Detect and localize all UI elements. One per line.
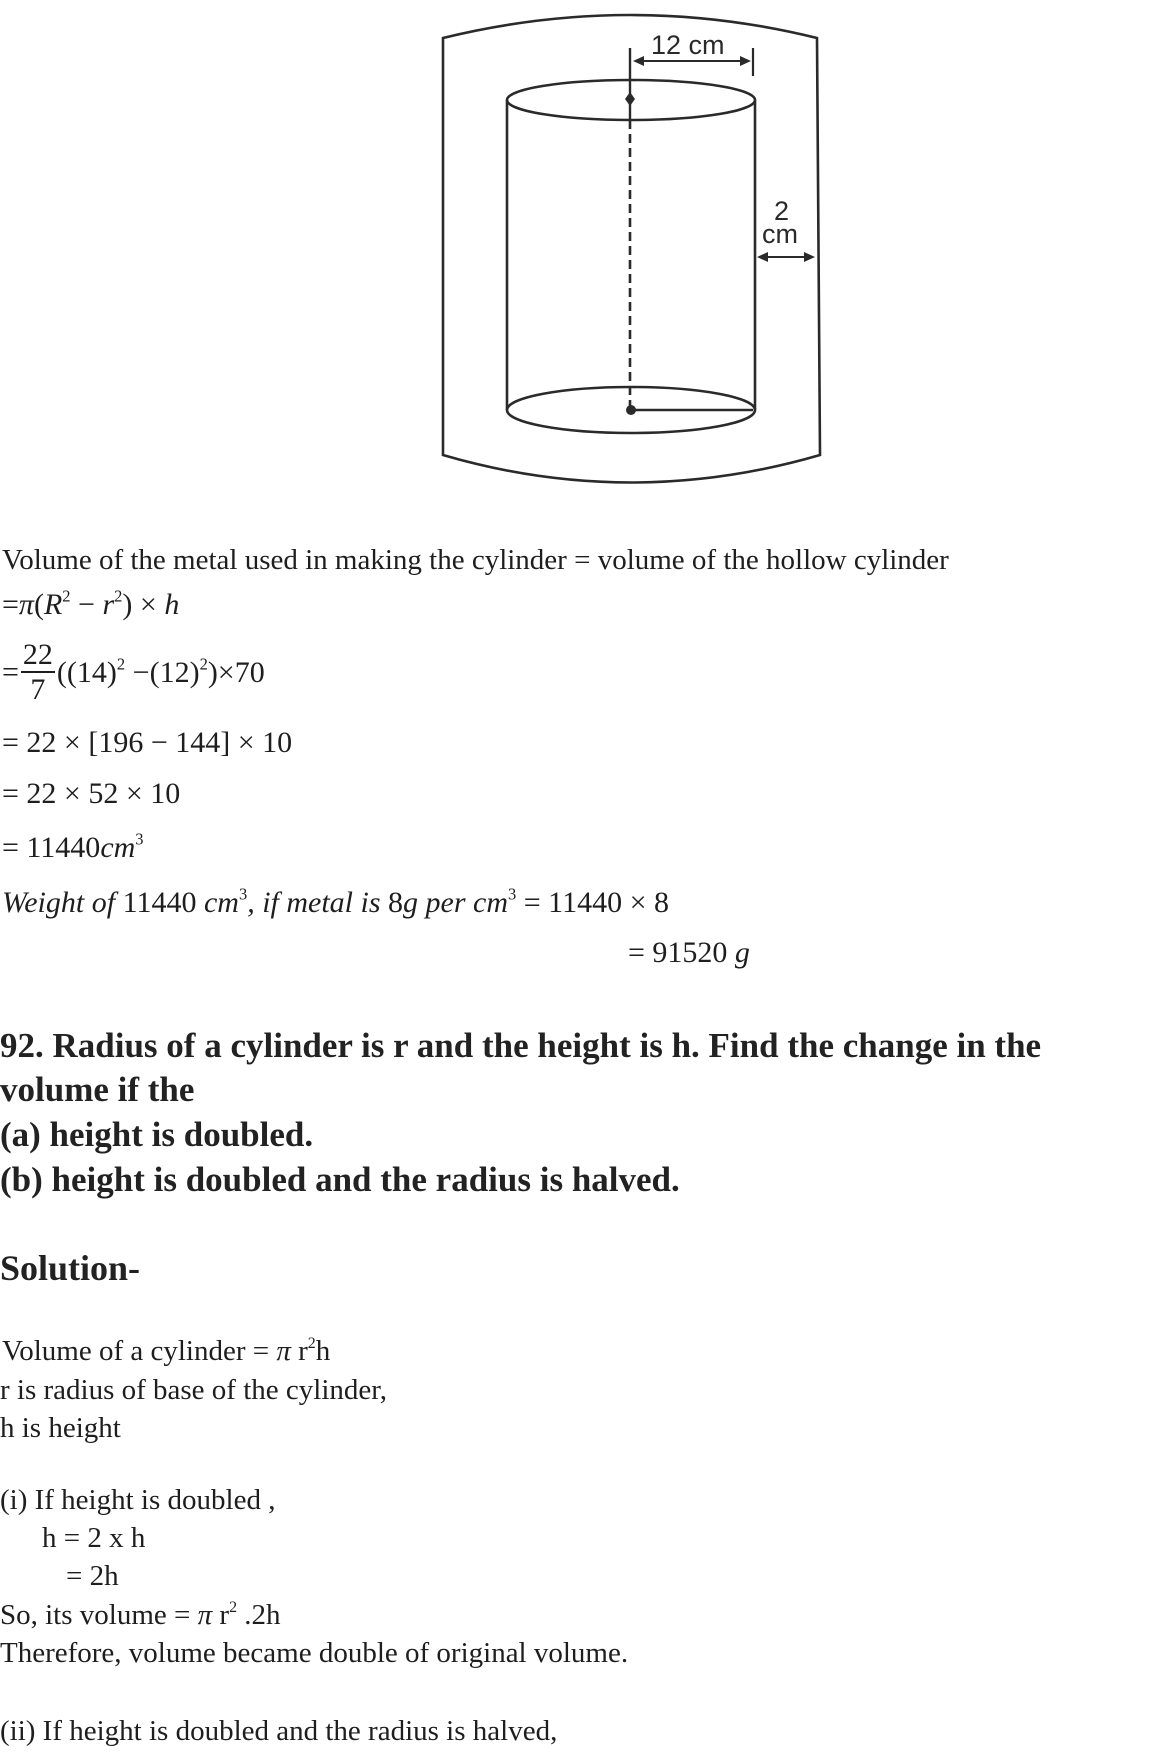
paren-close: ) — [122, 588, 133, 621]
case-1-step-2: = 2h — [66, 1560, 119, 1592]
exponent: 3 — [238, 884, 248, 904]
height-term: .2h — [237, 1599, 281, 1631]
density-value: 8 — [388, 886, 404, 919]
pi-symbol: π — [18, 588, 34, 621]
exponent: 3 — [135, 829, 144, 849]
case-2-title: (ii) If height is doubled and the radius is halved, — [0, 1715, 558, 1747]
calc-step-2: = 22 × [196 − 144] × 10 — [2, 726, 293, 759]
times: × — [132, 588, 165, 621]
exponent: 2 — [62, 586, 71, 606]
formula-label: Volume of a cylinder = — [2, 1335, 277, 1367]
height-var: h — [315, 1335, 331, 1367]
pi-symbol: π — [197, 1599, 213, 1631]
exponent: 2 — [307, 1335, 316, 1353]
unit: cm — [100, 831, 136, 864]
exponent: 2 — [116, 654, 126, 674]
density-unit: g per cm — [403, 886, 509, 919]
term-12: −(12) — [125, 655, 200, 689]
height-var: h — [164, 588, 180, 621]
case-1-volume — [0, 1601, 281, 1630]
inner-radius-var: r — [102, 588, 115, 621]
weight-text: Weight of — [2, 886, 123, 919]
paren-open: ( — [33, 588, 44, 621]
exponent: 2 — [114, 586, 123, 606]
weight-product: = 11440 × 8 — [516, 886, 669, 919]
term-70: )×70 — [207, 655, 265, 689]
denominator: 7 — [30, 673, 46, 706]
volume-value: = 11440 — [2, 831, 101, 864]
term-14: ((14) — [56, 655, 117, 689]
calc-step-3: = 22 × 52 × 10 — [2, 777, 181, 810]
metal-volume-intro: Volume of the metal used in making the cylinder = volume of the hollow cylinder — [2, 544, 949, 576]
hollow-cylinder-formula — [2, 586, 180, 621]
question-92-part-b: (b) height is doubled and the radius is halved. — [0, 1160, 680, 1199]
height-definition: h is height — [0, 1412, 121, 1444]
cylinder-volume-formula — [2, 1337, 330, 1366]
question-92-line1: 92. Radius of a cylinder is r and the height is h. Find the change in the — [0, 1026, 1042, 1065]
radius-label: 12 cm — [651, 30, 725, 60]
question-92-part-a: (a) height is doubled. — [0, 1115, 314, 1154]
unit: g — [734, 936, 750, 969]
fraction-22-over-7 — [21, 640, 55, 705]
numerator: 22 — [22, 638, 53, 671]
radius-var: r — [212, 1599, 230, 1631]
exponent: 3 — [508, 884, 517, 904]
minus: − — [70, 588, 103, 621]
weight-result-value: = 91520 — [628, 936, 735, 969]
radius-definition: r is radius of base of the cylinder, — [0, 1374, 387, 1406]
equals: = — [2, 655, 19, 689]
weight-result — [628, 938, 750, 968]
case-1-step-1: h = 2 x h — [42, 1522, 146, 1554]
calc-step-4 — [2, 829, 144, 864]
outer-radius-var: R — [43, 588, 63, 621]
hollow-cylinder-diagram — [0, 0, 1155, 500]
calc-step-1 — [2, 640, 265, 705]
case-1-conclusion: Therefore, volume became double of original volume. — [0, 1637, 629, 1669]
step1-expression — [57, 656, 265, 689]
weight-text: , if metal is — [247, 886, 389, 919]
weight-volume: 11440 — [122, 886, 197, 919]
case-1-title: (i) If height is doubled , — [0, 1484, 276, 1516]
thickness-label-value: 2 — [774, 196, 790, 226]
volume-label: So, its volume = — [0, 1599, 198, 1631]
radius-var: r — [290, 1335, 308, 1367]
thickness-label-unit: cm — [762, 219, 798, 249]
weight-line — [2, 884, 669, 919]
unit: cm — [196, 886, 239, 919]
question-92-line2: volume if the — [0, 1070, 195, 1109]
pi-symbol: π — [276, 1335, 291, 1367]
solution-heading: Solution- — [0, 1248, 141, 1288]
equals: = — [2, 588, 19, 621]
exponent: 2 — [229, 1599, 238, 1617]
exponent: 2 — [199, 654, 208, 674]
